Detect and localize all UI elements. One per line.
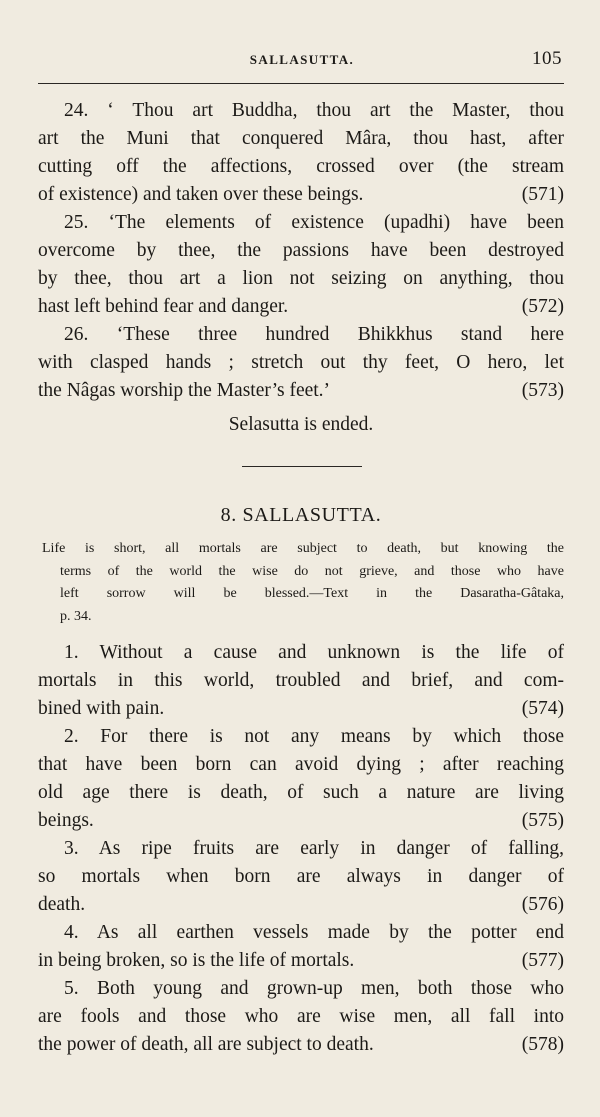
verse-number: (571) (521, 184, 564, 205)
verse-line: overcome by thee, the passions have been destroyed (38, 240, 564, 261)
verse-line: with clasped hands ; stretch out thy feet, O hero, let (38, 352, 564, 373)
verse-line: 25. ‘The elements of existence (upadhi) have been (64, 212, 564, 233)
page-number: 105 (532, 48, 562, 69)
verse-number: (577) (521, 950, 564, 971)
verse-5 (38, 975, 564, 1059)
verse-line: beings. (38, 810, 94, 831)
verse-4 (38, 919, 564, 975)
verse-26 (38, 321, 564, 405)
verse-line: so mortals when born are always in danger of (38, 866, 564, 887)
verse-line: cutting off the affections, crossed over (the stream (38, 156, 564, 177)
verse-3 (38, 835, 564, 919)
verse-line: mortals in this world, troubled and brief, and com- (38, 670, 564, 691)
verse-last-line (38, 891, 564, 919)
verse-line: death. (38, 894, 86, 915)
verse-line: 1. Without a cause and unknown is the life of (64, 642, 564, 663)
verse-line: in being broken, so is the life of mortals. (38, 950, 355, 971)
verse-last-line (38, 377, 564, 405)
verse-line: bined with pain. (38, 698, 165, 719)
summary-line: left sorrow will be blessed.—Text in the Dasaratha-Gâtaka, (60, 586, 564, 601)
verse-line: old age there is death, of such a nature are living (38, 782, 564, 803)
sutta-ended-line: Selasutta is ended. (228, 414, 374, 435)
verse-line: 26. ‘These three hundred Bhikkhus stand here (64, 324, 564, 345)
summary-line: Life is short, all mortals are subject to death, but knowing the (42, 541, 564, 556)
verse-line: hast left behind fear and danger. (38, 296, 289, 317)
verse-line: are fools and those who are wise men, all fall into (38, 1006, 564, 1027)
header-rule (38, 83, 564, 84)
running-title: SALLASUTTA. (249, 52, 355, 67)
verse-line: 24. ‘ Thou art Buddha, thou art the Master, thou (64, 100, 564, 121)
verse-number: (573) (521, 380, 564, 401)
section-divider (242, 466, 362, 467)
verse-last-line (38, 807, 564, 835)
verse-25 (38, 209, 564, 321)
verse-line: 5. Both young and grown-up men, both those who (64, 978, 564, 999)
verse-line: 3. As ripe fruits are early in danger of falling, (64, 838, 564, 859)
running-head (40, 48, 564, 74)
verse-number: (578) (521, 1034, 564, 1055)
verse-last-line (38, 181, 564, 209)
verse-last-line (38, 1031, 564, 1059)
verse-number: (576) (521, 894, 564, 915)
verse-line: by thee, thou art a lion not seizing on anything, thou (38, 268, 564, 289)
section-summary (42, 538, 564, 628)
section-heading: 8. SALLASUTTA. (220, 504, 382, 526)
verse-number: (572) (521, 296, 564, 317)
verse-2 (38, 723, 564, 835)
verse-number: (575) (521, 810, 564, 831)
verse-line: the power of death, all are subject to death. (38, 1034, 374, 1055)
summary-line: p. 34. (60, 608, 92, 624)
verse-last-line (38, 947, 564, 975)
verse-last-line (38, 695, 564, 723)
verse-line: 4. As all earthen vessels made by the potter end (64, 922, 564, 943)
verse-line: 2. For there is not any means by which those (64, 726, 564, 747)
verse-24 (38, 97, 564, 209)
verse-1 (38, 639, 564, 723)
verse-line: of existence) and taken over these beings. (38, 184, 364, 205)
summary-line: terms of the world the wise do not grieve, and those who have (60, 563, 564, 579)
verse-line: art the Muni that conquered Mâra, thou hast, after (38, 128, 564, 149)
verse-number: (574) (521, 698, 564, 719)
verse-last-line (38, 293, 564, 321)
verse-line: the Nâgas worship the Master’s feet.’ (38, 380, 331, 401)
verse-line: that have been born can avoid dying ; after reaching (38, 754, 564, 775)
